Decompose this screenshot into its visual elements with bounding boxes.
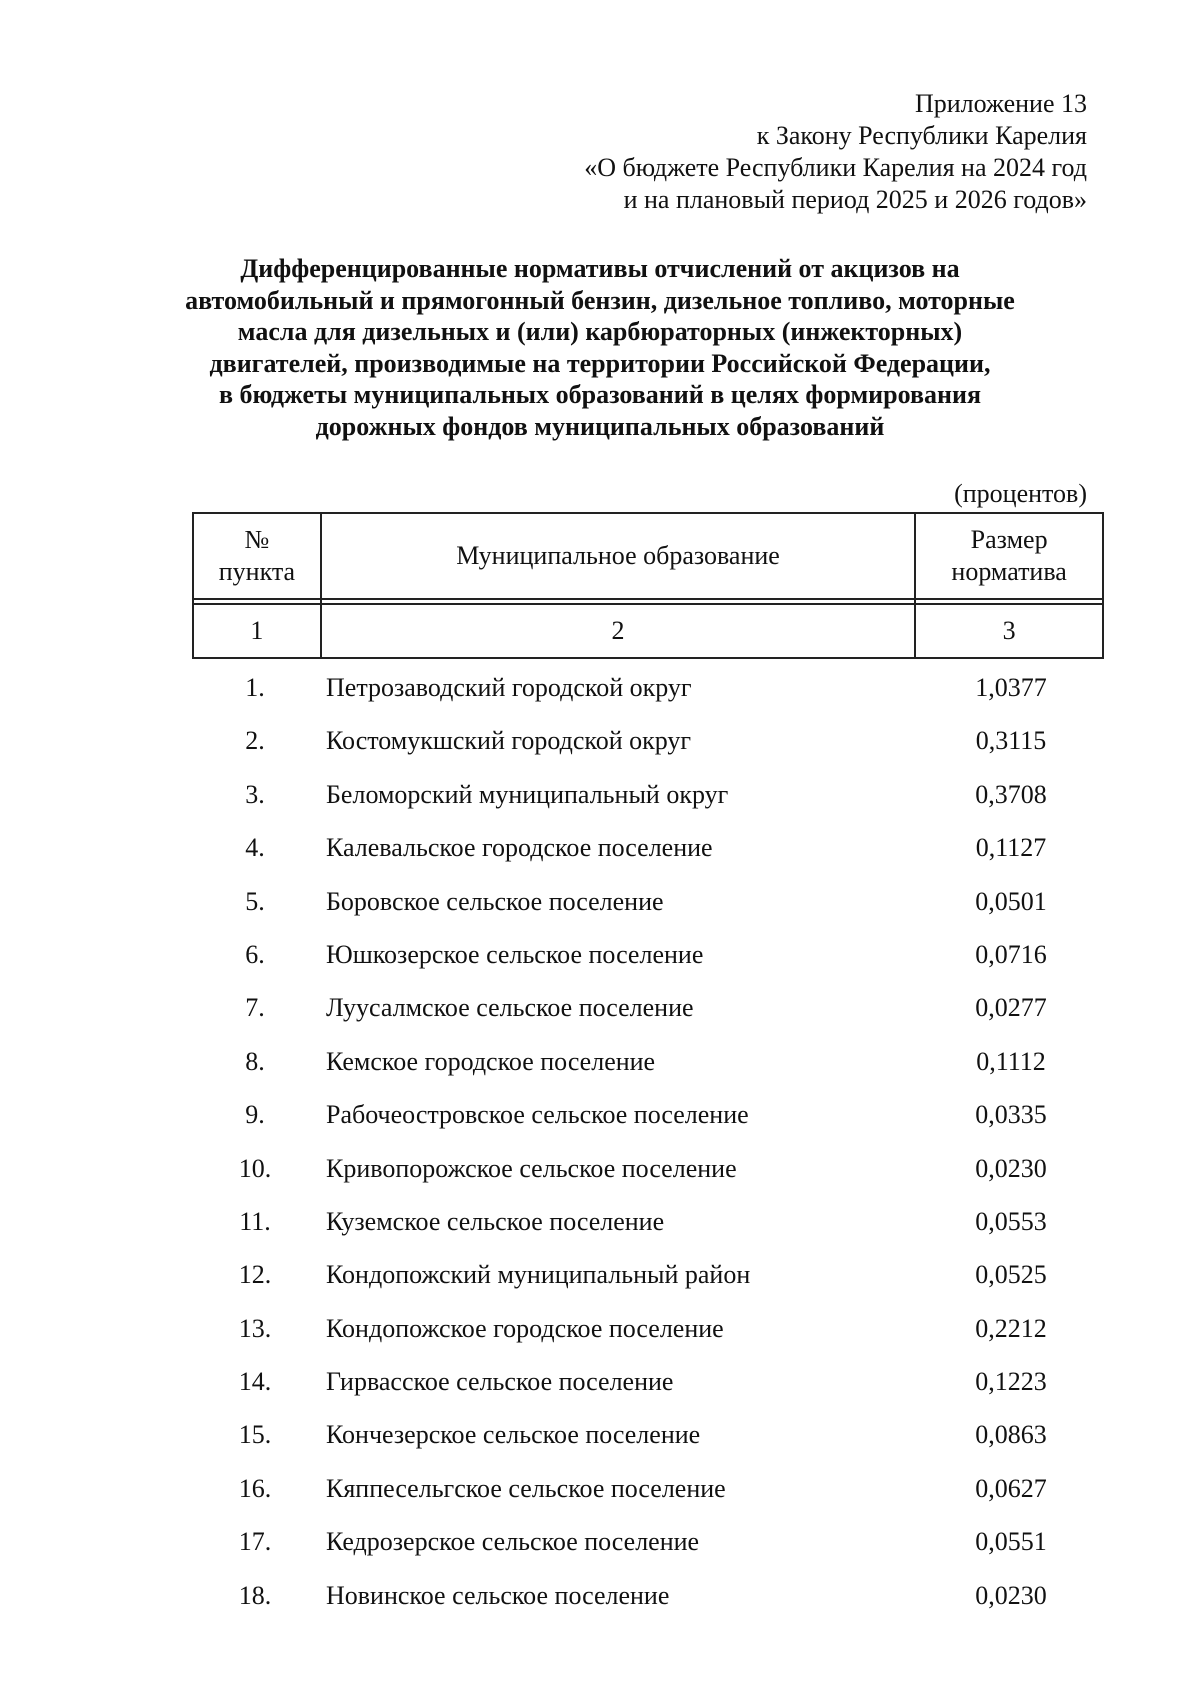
row-number: 18.	[238, 1580, 272, 1610]
row-value: 0,1127	[975, 833, 1047, 863]
row-municipality: Калевальское городское поселение	[326, 833, 713, 863]
column-index-3: 3	[915, 604, 1103, 658]
table-header-row	[193, 513, 1103, 599]
column-index-row	[193, 604, 1103, 658]
row-number: 2.	[245, 726, 265, 756]
row-number: 8.	[245, 1046, 265, 1076]
row-value: 0,3115	[975, 726, 1047, 756]
row-number: 3.	[245, 779, 265, 809]
row-number: 17.	[238, 1527, 272, 1557]
header-col-number-line1: №	[244, 525, 270, 554]
table-row	[192, 1035, 1104, 1088]
annex-number: Приложение 13	[914, 89, 1087, 118]
row-value: 0,0863	[975, 1420, 1047, 1450]
header-col-number	[193, 513, 321, 599]
row-municipality: Костомукшский городской округ	[326, 726, 692, 756]
row-value: 0,0551	[975, 1527, 1047, 1557]
row-municipality: Боровское сельское поселение	[326, 886, 664, 916]
annex-header	[584, 88, 1087, 216]
row-value: 0,0230	[975, 1153, 1047, 1183]
row-municipality: Юшкозерское сельское поселение	[326, 939, 704, 969]
row-number: 13.	[238, 1313, 272, 1343]
table-row	[192, 1142, 1104, 1195]
row-number: 4.	[245, 833, 265, 863]
row-value: 0,0525	[975, 1260, 1047, 1290]
table-row	[192, 661, 1104, 714]
header-col-value-line1: Размер	[970, 525, 1048, 554]
table-row	[192, 1569, 1104, 1622]
row-value: 0,0230	[975, 1580, 1047, 1610]
row-municipality: Луусалмское сельское поселение	[326, 993, 694, 1023]
row-value: 0,0553	[975, 1206, 1047, 1236]
header-col-value-line2: норматива	[951, 557, 1067, 586]
row-number: 7.	[245, 993, 265, 1023]
title-line: Дифференцированные нормативы отчислений от акцизов на	[240, 254, 960, 283]
header-col-number-line2: пункта	[218, 557, 296, 586]
table-row	[192, 714, 1104, 767]
row-value: 0,0335	[975, 1100, 1047, 1130]
row-value: 1,0377	[975, 673, 1047, 702]
row-municipality: Кондопожское городское поселение	[326, 1313, 724, 1343]
row-number: 15.	[238, 1420, 272, 1450]
row-number: 14.	[238, 1367, 272, 1397]
row-number: 11.	[239, 1206, 271, 1236]
table-row	[192, 1195, 1104, 1248]
row-number: 6.	[245, 939, 265, 969]
table-row	[192, 1408, 1104, 1461]
row-number: 5.	[245, 886, 265, 916]
row-municipality: Кончезерское сельское поселение	[326, 1420, 701, 1450]
column-index-2: 2	[321, 604, 915, 658]
row-municipality: Кемское городское поселение	[326, 1046, 656, 1076]
row-municipality: Куземское сельское поселение	[326, 1206, 665, 1236]
row-municipality: Новинское сельское поселение	[326, 1580, 670, 1610]
row-municipality: Кондопожский муниципальный район	[326, 1260, 751, 1290]
table-header	[192, 512, 1104, 659]
row-number: 16.	[238, 1473, 272, 1503]
title-line: двигателей, производимые на территории Российской Федерации,	[209, 348, 991, 378]
table-row	[192, 1515, 1104, 1568]
row-municipality: Кедрозерское сельское поселение	[326, 1527, 700, 1557]
table-row	[192, 1462, 1104, 1515]
row-value: 0,0277	[975, 993, 1047, 1023]
table-row	[192, 875, 1104, 928]
row-value: 0,0627	[975, 1473, 1047, 1503]
table-row	[192, 981, 1104, 1034]
title-line: в бюджеты муниципальных образований в целях формирования	[218, 380, 982, 409]
row-municipality: Кяппесельгское сельское поселение	[326, 1473, 726, 1503]
column-index-1: 1	[193, 604, 321, 658]
row-value: 0,0716	[975, 939, 1047, 969]
units-label: (процентов)	[954, 479, 1087, 508]
document-title	[150, 253, 1050, 442]
row-value: 0,1223	[975, 1367, 1047, 1397]
row-municipality: Беломорский муниципальный округ	[326, 779, 729, 809]
table-row	[192, 1355, 1104, 1408]
row-municipality: Рабочеостровское сельское поселение	[326, 1100, 749, 1130]
row-value: 0,3708	[975, 779, 1047, 809]
title-line: дорожных фондов муниципальных образований	[315, 411, 885, 441]
row-municipality: Гирвасское сельское поселение	[326, 1367, 674, 1397]
title-line: масла для дизельных и (или) карбюраторных (инжекторных)	[237, 317, 963, 346]
annex-law-title-2: и на плановый период 2025 и 2026 годов»	[623, 185, 1087, 214]
row-municipality: Петрозаводский городской округ	[326, 673, 692, 702]
row-municipality: Кривопорожское сельское поселение	[326, 1153, 737, 1183]
row-value: 0,0501	[975, 886, 1047, 916]
row-number: 10.	[238, 1153, 272, 1183]
table-row	[192, 1248, 1104, 1301]
header-col-value	[915, 513, 1103, 599]
table-body	[192, 661, 1104, 1622]
row-value: 0,2212	[975, 1313, 1047, 1343]
annex-law-ref: к Закону Республики Карелия	[756, 121, 1087, 150]
row-value: 0,1112	[976, 1046, 1046, 1076]
table-row	[192, 1088, 1104, 1141]
table-row	[192, 1302, 1104, 1355]
header-col-municipality: Муниципальное образование	[321, 513, 915, 599]
annex-law-title-1: «О бюджете Республики Карелия на 2024 год	[584, 153, 1087, 182]
table-row	[192, 928, 1104, 981]
table-row	[192, 768, 1104, 821]
row-number: 1.	[245, 673, 265, 702]
row-number: 12.	[238, 1260, 272, 1290]
title-line: автомобильный и прямогонный бензин, дизельное топливо, моторные	[185, 285, 1015, 315]
row-number: 9.	[245, 1100, 265, 1130]
table-row	[192, 821, 1104, 874]
